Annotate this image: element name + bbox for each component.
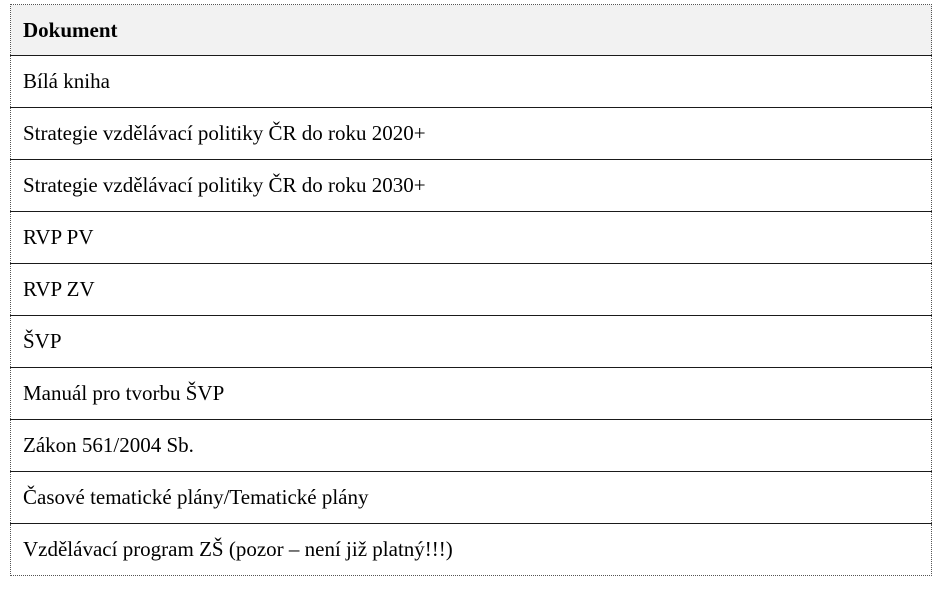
table-cell: Strategie vzdělávací politiky ČR do roku 2020+	[11, 108, 932, 160]
header-row	[11, 5, 932, 56]
table-row	[11, 108, 932, 160]
table-cell: ŠVP	[11, 316, 932, 368]
table-cell: Bílá kniha	[11, 56, 932, 108]
table-row	[11, 316, 932, 368]
table-row	[11, 56, 932, 108]
table-cell: RVP ZV	[11, 264, 932, 316]
table-body	[11, 56, 932, 576]
table-cell: Manuál pro tvorbu ŠVP	[11, 368, 932, 420]
table-row	[11, 420, 932, 472]
table-cell: Časové tematické plány/Tematické plány	[11, 472, 932, 524]
table-row	[11, 212, 932, 264]
table-cell: Zákon 561/2004 Sb.	[11, 420, 932, 472]
table-row	[11, 160, 932, 212]
table-row	[11, 264, 932, 316]
table-row	[11, 368, 932, 420]
table-cell: Vzdělávací program ZŠ (pozor – není již platný!!!)	[11, 524, 932, 576]
column-header-dokument: Dokument	[11, 5, 932, 56]
document-table	[10, 4, 932, 576]
table-row	[11, 524, 932, 576]
table-cell: RVP PV	[11, 212, 932, 264]
table-row	[11, 472, 932, 524]
table-head	[11, 5, 932, 56]
table-cell: Strategie vzdělávací politiky ČR do roku 2030+	[11, 160, 932, 212]
